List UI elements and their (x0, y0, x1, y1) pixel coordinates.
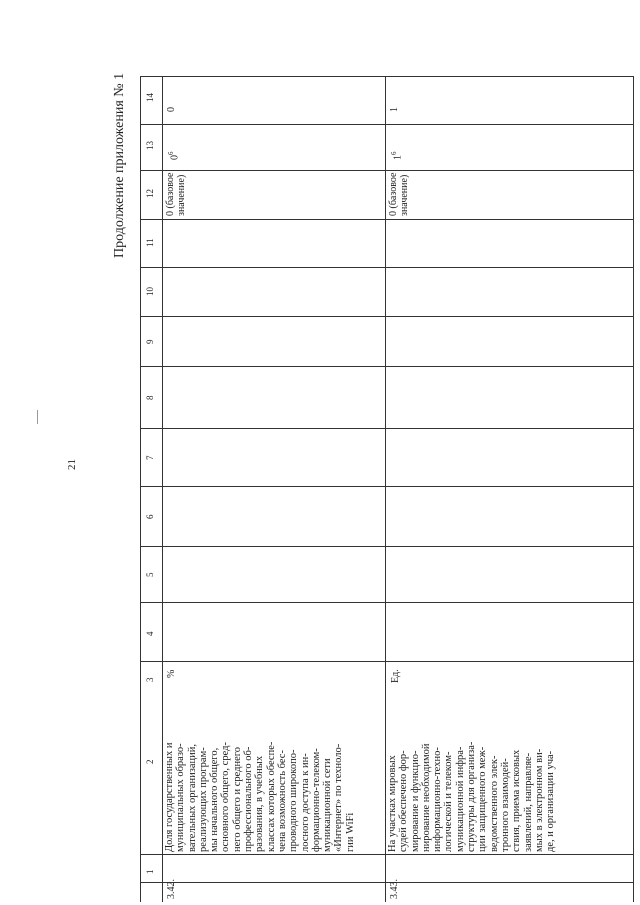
col-header-5: 5 (145, 572, 155, 577)
col-header-7: 7 (145, 455, 155, 460)
page-heading: Продолжение приложения № 1 (112, 72, 127, 258)
row-unit: Ед. (390, 669, 401, 683)
col-header-9: 9 (145, 339, 155, 344)
col-header-6: 6 (145, 514, 155, 519)
col-header-13: 13 (145, 141, 155, 150)
row-unit: % (166, 669, 177, 678)
row-baseline-value: 0 (базовое значение) (388, 172, 410, 216)
col-header-3: 3 (145, 677, 155, 682)
col-header-14: 14 (145, 93, 155, 102)
col-header-4: 4 (145, 631, 155, 636)
row-final-value: 0 (166, 107, 177, 112)
row-target-value: $0^6$ (167, 151, 181, 160)
col-header-11: 11 (145, 238, 155, 247)
indicator-table (140, 76, 634, 902)
row-description: На участках мировых судей обеспечено фор- мирование и функцио- нирование необходимой информационно-техно- логической и телеком- муникационной инфра- структуры для организа- ции защищенного меж- ведомственного элек- тронного взаимодей- ствия, приема исковых заявлений, направляе- мых в электронном ви- де, и организации уча- (387, 741, 557, 852)
row-target-value: $1^6$ (390, 151, 404, 160)
row-final-value: 1 (389, 107, 400, 112)
col-header-8: 8 (145, 395, 155, 400)
col-header-10: 10 (145, 287, 155, 296)
row-description: Доля государственных и муниципальных образо- вательных организаций, реализующих програм- мы начального общего, основного общего, сред- него общего и среднего профессионального об- разования, в учебных классах которых обеспе- чена возможность бес- проводного широкопо- лосного доступа к ин- формационно-телеком- муникационной сети «Интернет» по техноло- гии WiFi (164, 741, 356, 852)
col-header-12: 12 (145, 189, 155, 198)
col-header-2: 2 (145, 759, 155, 764)
row-code: 3.42. (166, 879, 177, 899)
row-baseline-value: 0 (базовое значение) (165, 172, 187, 216)
col-header-1: 1 (145, 869, 155, 874)
page-number: 21 (66, 459, 78, 470)
margin-mark (37, 410, 40, 424)
row-code: 3.43. (389, 879, 400, 899)
